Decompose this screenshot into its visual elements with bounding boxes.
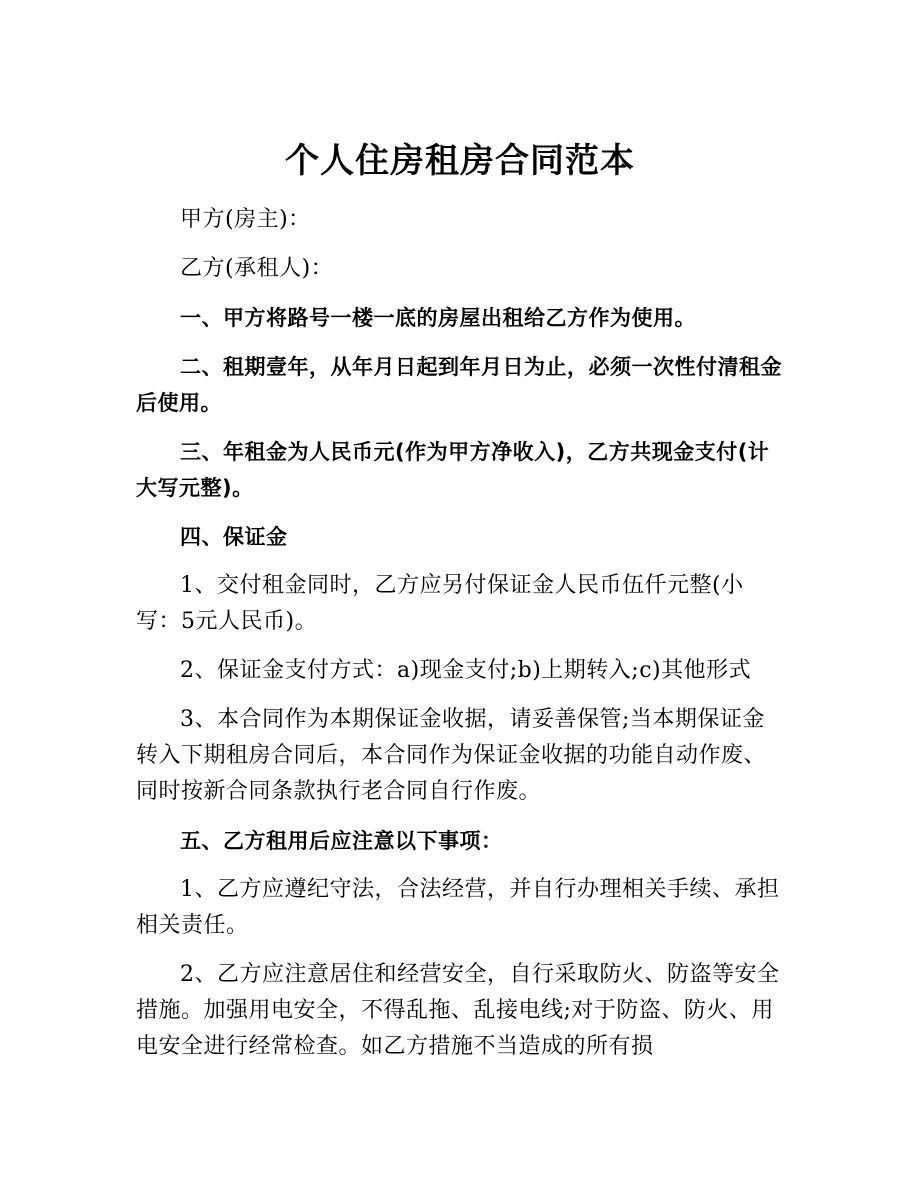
clause-4-heading: 四、保证金 — [180, 525, 288, 549]
clause-2: 二、租期壹年，从年月日起到年月日为止，必须一次性付清租金后使用。 — [136, 355, 782, 415]
clause-3: 三、年租金为人民币元(作为甲方净收入)，乙方共现金支付(计大写元整)。 — [136, 440, 770, 500]
clause-5-item-2: 2、乙方应注意居住和经营安全，自行采取防火、防盗等安全措施。加强用电安全，不得乱拖、乱接电线;对于防盗、防火、用电安全进行经常检查。如乙方措施不当造成的所有损 — [136, 962, 780, 1059]
document-title: 个人住房租房合同范本 — [285, 140, 635, 181]
clause-4-item-3: 3、本合同作为本期保证金收据，请妥善保管;当本期保证金转入下期租房合同后，本合同作为保证金收据的功能自动作废、同时按新合同条款执行老合同自行作废。 — [136, 707, 767, 804]
clause-4-item-1: 1、交付租金同时，乙方应另付保证金人民币伍仟元整(小写：5元人民币)。 — [136, 573, 744, 634]
clause-5-heading: 五、乙方租用后应注意以下事项： — [180, 829, 503, 853]
party-b-line: 乙方(承租人)： — [180, 256, 334, 281]
clause-4-item-2: 2、保证金支付方式：a)现金支付;b)上期转入;c)其他形式 — [180, 658, 752, 683]
clause-5-item-1: 1、乙方应遵纪守法，合法经营，并自行办理相关手续、承担相关责任。 — [136, 877, 780, 938]
clause-1: 一、甲方将路号一楼一底的房屋出租给乙方作为使用。 — [180, 306, 696, 330]
party-a-line: 甲方(房主)： — [180, 207, 311, 232]
document-body — [136, 202, 786, 1078]
